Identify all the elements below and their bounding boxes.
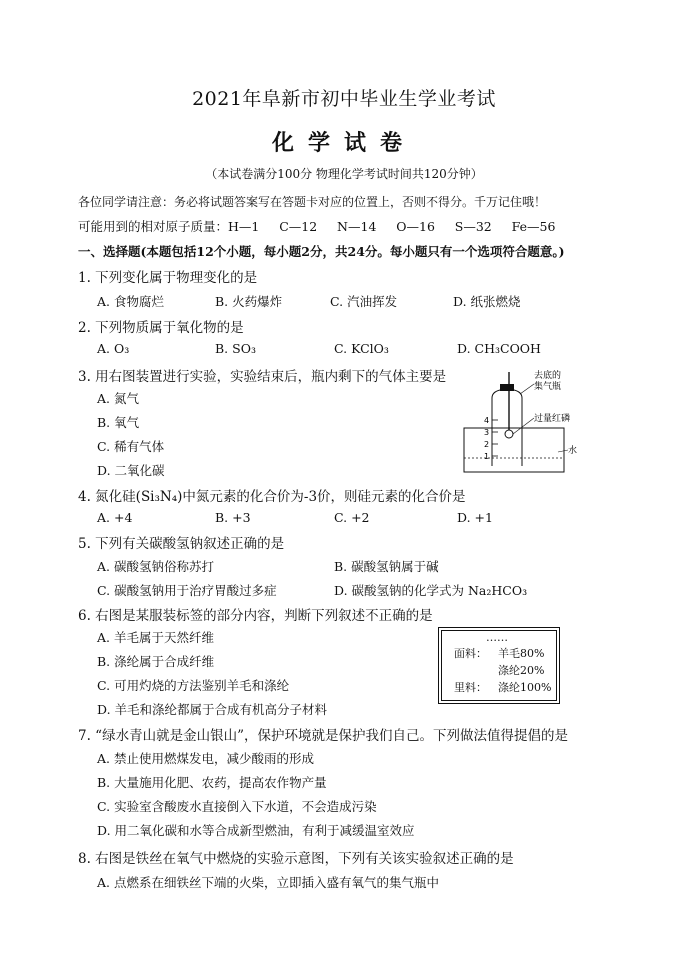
label-phosphorus: 过量红磷 (534, 414, 571, 424)
label-row1-value: 羊毛80% (498, 647, 545, 660)
q7-option-d: D. 用二氧化碳和水等合成新型燃油，有利于减缓温室效应 (97, 823, 415, 838)
scale-3: 3 (484, 428, 490, 437)
exam-note: （本试卷满分100分 物理化学考试时间共120分钟） (205, 167, 483, 181)
question-4: 4. 氮化硅(Si₃N₄)中氮元素的化合价为-3价，则硅元素的化合价是 (78, 489, 466, 505)
q1-option-b: B. 火药爆炸 (215, 294, 283, 309)
scale-1: 1 (484, 452, 490, 461)
q1-option-d: D. 纸张燃烧 (453, 294, 521, 309)
scale-2: 2 (484, 440, 490, 449)
question-5: 5. 下列有关碳酸氢钠叙述正确的是 (78, 536, 285, 552)
q4-option-b: B. +3 (215, 510, 251, 525)
q4-option-a: A. +4 (97, 510, 133, 525)
q5-option-b: B. 碳酸氢钠属于碱 (334, 559, 439, 574)
q2-option-b: B. SO₃ (215, 341, 256, 356)
q4-option-d: D. +1 (457, 510, 493, 525)
exam-title: 2021年阜新市初中毕业生学业考试 (192, 88, 496, 110)
subject-title: 化学试卷 (271, 130, 416, 156)
q5-option-d: D. 碳酸氢钠的化学式为 Na₂HCO₃ (334, 583, 528, 598)
q7-option-b: B. 大量施用化肥、农药，提高农作物产量 (97, 775, 327, 790)
q6-option-a: A. 羊毛属于天然纤维 (97, 630, 214, 645)
question-7: 7. “绿水青山就是金山银山”，保护环境就是保护我们自己。下列做法值得提倡的是 (78, 728, 568, 744)
q4-option-c: C. +2 (334, 510, 370, 525)
q3-option-d: D. 二氧化碳 (97, 463, 165, 478)
q6-option-d: D. 羊毛和涤纶都属于合成有机高分子材料 (97, 702, 328, 717)
q7-option-c: C. 实验室含酸废水直接倒入下水道，不会造成污染 (97, 799, 377, 814)
atomic-masses: 可能用到的相对原子质量：H—1 C—12 N—14 O—16 S—32 Fe—56 (78, 219, 556, 234)
q6-option-c: C. 可用灼烧的方法鉴别羊毛和涤纶 (97, 678, 290, 693)
q3-option-b: B. 氧气 (97, 415, 140, 430)
question-3: 3. 用右图装置进行实验，实验结束后，瓶内剩下的气体主要是 (78, 369, 447, 385)
label-dots: …… (486, 631, 508, 644)
section-heading: 一、选择题(本题包括12个小题，每小题2分，共24分。每小题只有一个选项符合题意。) (78, 244, 565, 259)
label-bottle2: 集气瓶 (534, 382, 562, 392)
q2-option-d: D. CH₃COOH (457, 341, 541, 356)
label-row2-value: 涤纶20% (498, 664, 545, 677)
notice-text: 各位同学请注意：务必将试题答案写在答题卡对应的位置上，否则不得分。千万记住哦！ (78, 195, 547, 209)
question-2: 2. 下列物质属于氧化物的是 (78, 320, 244, 336)
q7-option-a: A. 禁止使用燃煤发电，减少酸雨的形成 (97, 751, 314, 766)
label-row1-name: 面料： (454, 647, 487, 660)
q3-option-a: A. 氮气 (97, 391, 139, 406)
q1-option-a: A. 食物腐烂 (97, 294, 164, 309)
q1-option-c: C. 汽油挥发 (330, 294, 398, 309)
q6-option-b: B. 涤纶属于合成纤维 (97, 654, 215, 669)
q2-option-a: A. O₃ (97, 341, 130, 356)
q3-apparatus-figure (462, 370, 612, 475)
q5-option-c: C. 碳酸氢钠用于治疗胃酸过多症 (97, 583, 277, 598)
scale-4: 4 (484, 416, 490, 425)
label-row3-value: 涤纶100% (498, 681, 552, 694)
question-8: 8. 右图是铁丝在氧气中燃烧的实验示意图，下列有关该实验叙述正确的是 (78, 851, 514, 867)
q8-option-a: A. 点燃系在细铁丝下端的火柴，立即插入盛有氧气的集气瓶中 (97, 875, 439, 890)
question-6: 6. 右图是某服装标签的部分内容，判断下列叙述不正确的是 (78, 608, 433, 624)
q3-option-c: C. 稀有气体 (97, 439, 165, 454)
label-bottle: 去底的 (534, 371, 562, 381)
label-water: 水 (568, 446, 578, 456)
garment-label-figure (438, 627, 560, 704)
q2-option-c: C. KClO₃ (334, 341, 389, 356)
question-1: 1. 下列变化属于物理变化的是 (78, 270, 258, 286)
q5-option-a: A. 碳酸氢钠俗称苏打 (97, 559, 214, 574)
label-row3-name: 里料： (454, 681, 487, 694)
